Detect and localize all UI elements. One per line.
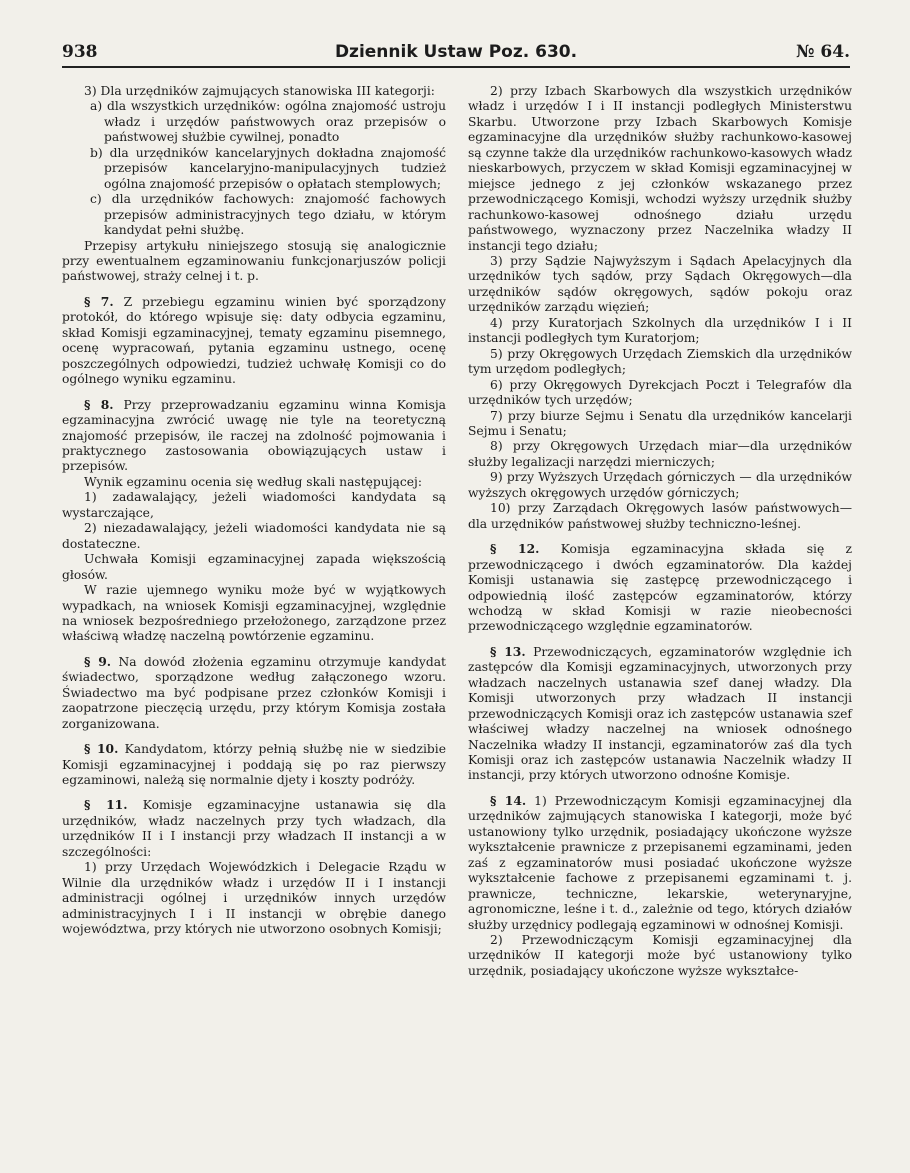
section-mark: § 14.: [490, 792, 527, 808]
paragraph: 4) przy Kuratorjach Szkolnych dla urzędników I i II instancji podległych tym Kuratorjom;: [468, 315, 852, 346]
section-text: Z przebiegu egzaminu winien być sporządzony protokół, do którego wpisuje się: daty odbycia egzaminu, skład Komisji egzaminacyjnej, tematy egzaminu pisemnego, ocenę wypracowań, pytania egzaminu ustnego, ocenę poszczególnych odpowiedzi, tudzież uchwałę Komisji co do ogólnego wyniku egzaminu.: [62, 294, 446, 387]
section-mark: § 10.: [84, 741, 119, 757]
paragraph: 8) przy Okręgowych Urzędach miar—dla urzędników służby legalizacji narzędzi mierniczych;: [468, 439, 852, 469]
paragraph: 10) przy Zarządach Okręgowych lasów państwowych—dla urzędników państwowej służby techniczno-leśnej.: [468, 501, 852, 531]
right-column: [468, 84, 852, 979]
section-text: Przewodniczących, egzaminatorów względnie ich zastępców dla Komisji egzaminacyjnych, utworzonych przy władzach naczelnych ustanawia szef danej władzy. Dla Komisji utworzonych przy władzach II instancji przewodniczących Komisji oraz ich zastępców ustanawia szef właściwej władzy naczelnej na wniosek odnośnego Naczelnika władzy II instancji, egzaminatorów zaś dla tych Komisji oraz ich zastępców ustanawia Naczelnik władzy II instancji, przy których utworzono odnośne Komisje.: [468, 644, 852, 783]
section-mark: § 12.: [490, 541, 540, 557]
paragraph: 6) przy Okręgowych Dyrekcjach Poczt i Telegrafów dla urzędników tych urzędów;: [468, 377, 852, 408]
section-mark: § 8.: [84, 396, 114, 412]
paragraph: 2) Przewodniczącym Komisji egzaminacyjnej dla urzędników II kategorji może być ustanowiony tylko urzędnik, posiadający ukończone wyższe wykształce-: [468, 933, 852, 978]
paragraph: 7) przy biurze Sejmu i Senatu dla urzędników kancelarji Sejmu i Senatu;: [468, 408, 852, 438]
section-text: Komisja egzaminacyjna składa się z przewodniczącego i dwóch egzaminatorów. Dla każdej Komisji ustanawia się zastępcę przewodniczącego i odpowiednią ilość zastępców egzaminatorów, którzy wchodzą w skład Komisji w razie nieobecności przewodniczącego względnie egzaminatorów.: [468, 542, 852, 634]
section-10: [62, 741, 446, 788]
section-mark: § 7.: [84, 293, 114, 309]
section-text: Komisje egzaminacyjne ustanawia się dla urzędników, władz naczelnych przy tych władzach, dla urzędników II i I instancji przy władzach II instancji a w szczególności:: [62, 798, 446, 859]
paragraph: 1) przy Urzędach Wojewódzkich i Delegacie Rządu w Wilnie dla urzędników władz i urzędów II i I instancji administracji ogólnej i urzędników innych urzędów administracyjnych I i II instancji w obrębie danego województwa, przy których nie utworzono osobnych Komisji;: [62, 860, 446, 937]
section-9: [62, 654, 446, 732]
paragraph: 9) przy Wyższych Urzędach górniczych — dla urzędników wyższych okręgowych urzędów górniczych;: [468, 470, 852, 500]
section-12: [468, 541, 852, 635]
section-11: [62, 797, 446, 860]
section-text: Na dowód złożenia egzaminu otrzymuje kandydat świadectwo, sporządzone według załączonego wzoru. Świadectwo ma być podpisane przez członków Komisji i zaopatrzone pieczęcią urzędu, przy którym Komisja została zorganizowana.: [62, 654, 446, 731]
section-mark: § 9.: [84, 653, 112, 669]
list-item: c) dla urzędników fachowych: znajomość fachowych przepisów administracyjnych tego działu, w którym kandydat pełni służbę.: [90, 192, 446, 238]
section-mark: § 11.: [84, 797, 128, 813]
left-column: [62, 84, 446, 938]
paragraph: 2) przy Izbach Skarbowych dla wszystkich urzędników władz i urzędów I i II instancji podległych Ministerstwu Skarbu. Utworzone przy Izbach Skarbowych Komisje egzaminacyjne dla urzędników służby rachunkowo-kasowej są czynne także dla urzędników rachunkowo-kasowych władz nieskarbowych, przyczem w skład Komisji egzaminacyjnej w miejsce jednego z jej członków wskazanego przez przewodniczącego Komisji, wchodzi wyższy urzędnik służby rachunkowo-kasowej odnośnego działu urzędu państwowego, wyznaczony przez Naczelnika władzy II instancji tego działu;: [468, 84, 852, 253]
page-header: [62, 40, 850, 68]
section-text: 1) Przewodniczącym Komisji egzaminacyjnej dla urzędników zajmujących stanowiska I kategorji, może być ustanowiony tylko urzędnik, posiadający ukończone wyższe wykształcenie prawnicze z przepisanemi egzaminami, jeden zaś z egzaminatorów musi posiadać ukończone wyższe wykształcenie fachowe z przepisanemi egzaminami t. j. prawnicze, techniczne, lekarskie, weterynaryjne, agronomiczne, leśne i t. d., zależnie od tego, których działów służby urzędnicy podlegają egzaminowi w odnośnej Komisji.: [468, 793, 852, 932]
list-item: a) dla wszystkich urzędników: ogólna znajomość ustroju władz i urzędów państwowych oraz przepisów o państwowej służbie cywilnej, ponadto: [90, 99, 446, 145]
section-mark: § 13.: [490, 643, 526, 659]
journal-title: Dziennik Ustaw Poz. 630.: [334, 42, 578, 62]
section-13: [468, 644, 852, 784]
page-number: 938: [62, 42, 98, 62]
section-text: Kandydatom, którzy pełnią służbę nie w siedzibie Komisji egzaminacyjnej i poddają się po raz pierwszy egzaminowi, należą się normalnie djety i koszty podróży.: [62, 742, 446, 788]
paragraph: 3) Dla urzędników zajmujących stanowiska III kategorji:: [84, 84, 435, 98]
paragraph: W razie ujemnego wyniku może być w wyjątkowych wypadkach, na wniosek Komisji egzaminacyjnej, względnie na wniosek bezpośredniego przełożonego, zarządzone przez właściwą władzę naczelną powtórzenie egzaminu.: [62, 583, 446, 644]
section-7: [62, 294, 446, 388]
section-8: [62, 397, 446, 475]
section-text: Przy przeprowadzaniu egzaminu winna Komisja egzaminacyjna zwrócić uwagę nie tyle na teoretyczną znajomość przepisów, ile raczej na zdolność pojmowania i praktycznego zastosowania obowiązujących ustaw i przepisów.: [62, 397, 446, 474]
paragraph: 3) przy Sądzie Najwyższym i Sądach Apelacyjnych dla urzędników tych sądów, przy Sądach Okręgowych—dla urzędników sądów okręgowych, sądów pokoju oraz urzędników zarządu więzień;: [468, 253, 852, 315]
paragraph: 1) zadawalający, jeżeli wiadomości kandydata są wystarczające,: [62, 490, 446, 520]
section-14: [468, 793, 852, 933]
paragraph: Uchwała Komisji egzaminacyjnej zapada większością głosów.: [62, 552, 446, 582]
issue-number: № 64.: [796, 42, 850, 62]
paragraph: 2) niezadawalający, jeżeli wiadomości kandydata nie są dostateczne.: [62, 521, 446, 551]
paragraph: 5) przy Okręgowych Urzędach Ziemskich dla urzędników tym urzędom podległych;: [468, 346, 852, 377]
list-item: b) dla urzędników kancelaryjnych dokładna znajomość przepisów kancelaryjno-manipulacyjnych tudzież ogólna znajomość przepisów o opłatach stemplowych;: [90, 145, 446, 191]
paragraph: Przepisy artykułu niniejszego stosują się analogicznie przy ewentualnem egzaminowaniu funkcjonarjuszów policji państwowej, straży celnej i t. p.: [62, 238, 446, 284]
paragraph: Wynik egzaminu ocenia się według skali następującej:: [84, 474, 422, 489]
